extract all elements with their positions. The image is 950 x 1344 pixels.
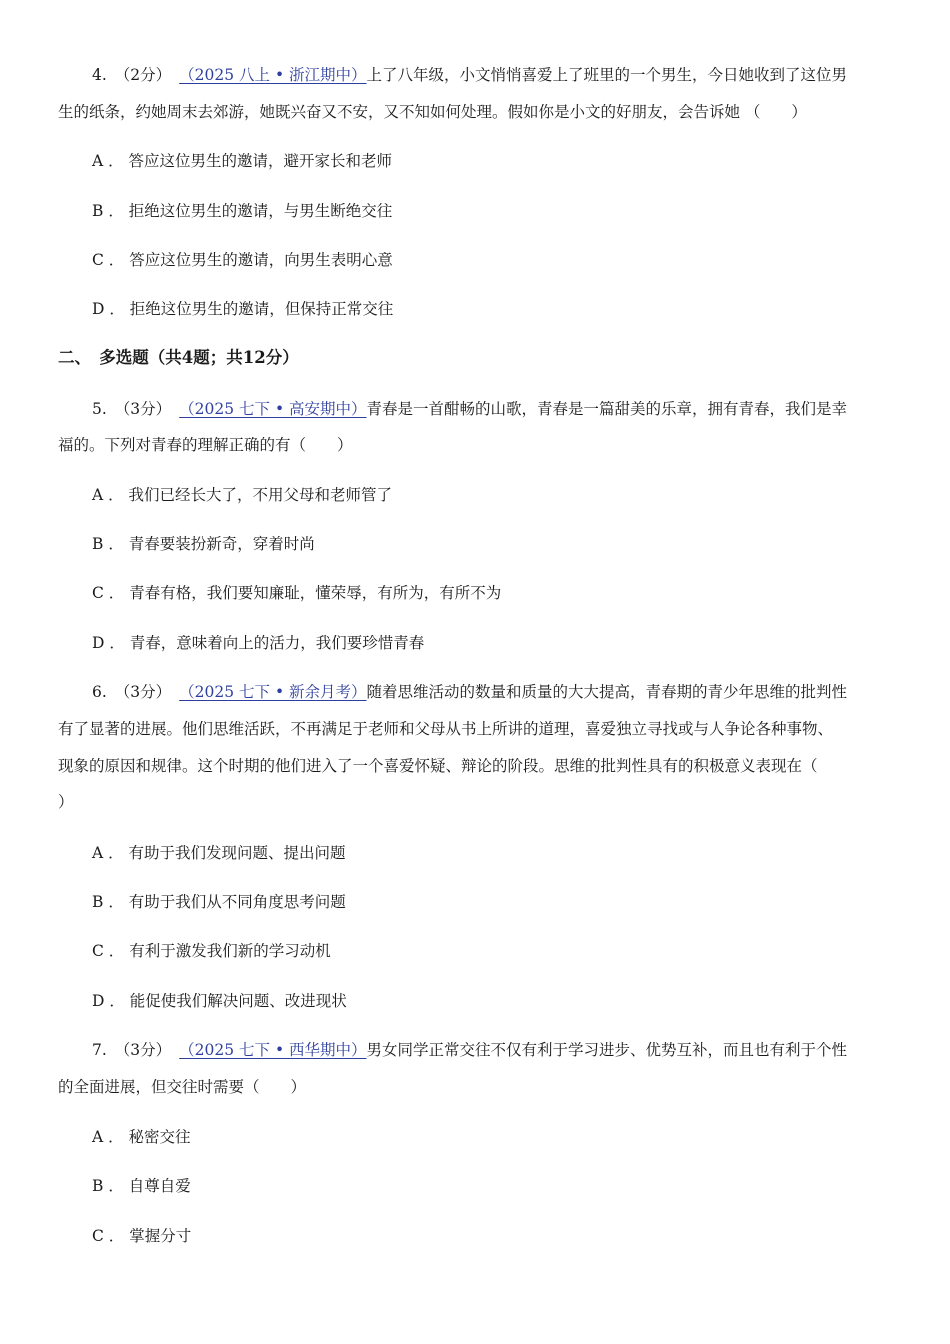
q5-score: （3分）	[114, 400, 172, 418]
q7-source-link[interactable]: （2025 七下 • 西华期中）	[179, 1041, 367, 1059]
q5-source-link[interactable]: （2025 七下 • 高安期中）	[179, 400, 367, 418]
q4-stem-line1	[92, 64, 900, 86]
q6-option-d[interactable]: D ． 能促使我们解决问题、改进现状	[92, 992, 347, 1010]
section-heading-multi-choice: 二、 多选题（共4题；共12分）	[58, 348, 299, 367]
q6-stem-line1	[92, 681, 900, 703]
q7-score: （3分）	[114, 1041, 172, 1059]
q5-option-c[interactable]: C ． 青春有格，我们要知廉耻，懂荣辱，有所为，有所不为	[92, 584, 502, 602]
q6-option-a[interactable]: A ． 有助于我们发现问题、提出问题	[92, 844, 346, 862]
q7-option-b[interactable]: B ． 自尊自爱	[92, 1177, 191, 1195]
q5-number: 5.	[92, 400, 107, 418]
q6-option-c[interactable]: C ． 有利于激发我们新的学习动机	[92, 942, 331, 960]
q4-option-b[interactable]: B ． 拒绝这位男生的邀请，与男生断绝交往	[92, 202, 393, 220]
q4-option-c[interactable]: C ． 答应这位男生的邀请，向男生表明心意	[92, 251, 393, 269]
q6-text-1: 随着思维活动的数量和质量的大大提高，青春期的青少年思维的批判性	[366, 683, 848, 701]
q7-stem-line2: 的全面进展，但交往时需要（ ）	[58, 1078, 307, 1096]
q4-source-link[interactable]: （2025 八上 • 浙江期中）	[179, 66, 367, 84]
q4-text-1: 上了八年级，小文悄悄喜爱上了班里的一个男生，今日她收到了这位男	[366, 66, 848, 84]
q7-option-a[interactable]: A ． 秘密交往	[92, 1128, 191, 1146]
q5-option-a[interactable]: A ． 我们已经长大了，不用父母和老师管了	[92, 486, 393, 504]
q6-stem-line2: 有了显著的进展。他们思维活跃，不再满足于老师和父母从书上所讲的道理，喜爱独立寻找或与人争论各种事物、	[58, 720, 834, 738]
q6-score: （3分）	[114, 683, 172, 701]
q4-stem-line2: 生的纸条，约她周末去郊游，她既兴奋又不安，又不知如何处理。假如你是小文的好朋友，会告诉她 （ ）	[58, 103, 807, 121]
q6-stem-line3: 现象的原因和规律。这个时期的他们进入了一个喜爱怀疑、辩论的阶段。思维的批判性具有的积极意义表现在（	[58, 757, 818, 775]
q7-number: 7.	[92, 1041, 107, 1059]
q4-number: 4.	[92, 66, 107, 84]
q6-option-b[interactable]: B ． 有助于我们从不同角度思考问题	[92, 893, 346, 911]
q5-option-b[interactable]: B ． 青春要装扮新奇，穿着时尚	[92, 535, 315, 553]
q7-stem-line1	[92, 1039, 900, 1061]
q5-stem-line1	[92, 398, 900, 420]
q5-text-1: 青春是一首酣畅的山歌，青春是一篇甜美的乐章，拥有青春，我们是幸	[366, 400, 848, 418]
q6-stem-line4: ）	[58, 793, 74, 811]
q6-source-link[interactable]: （2025 七下 • 新余月考）	[179, 683, 367, 701]
q7-option-c[interactable]: C ． 掌握分寸	[92, 1227, 192, 1245]
q7-text-1: 男女同学正常交往不仅有利于学习进步、优势互补，而且也有利于个性	[366, 1041, 848, 1059]
q4-option-a[interactable]: A ． 答应这位男生的邀请，避开家长和老师	[92, 152, 393, 170]
q5-stem-line2: 福的。下列对青春的理解正确的有（ ）	[58, 436, 353, 454]
q6-number: 6.	[92, 683, 107, 701]
q4-option-d[interactable]: D ． 拒绝这位男生的邀请，但保持正常交往	[92, 300, 394, 318]
q5-option-d[interactable]: D ． 青春，意味着向上的活力，我们要珍惜青春	[92, 634, 425, 652]
q4-score: （2分）	[114, 66, 172, 84]
